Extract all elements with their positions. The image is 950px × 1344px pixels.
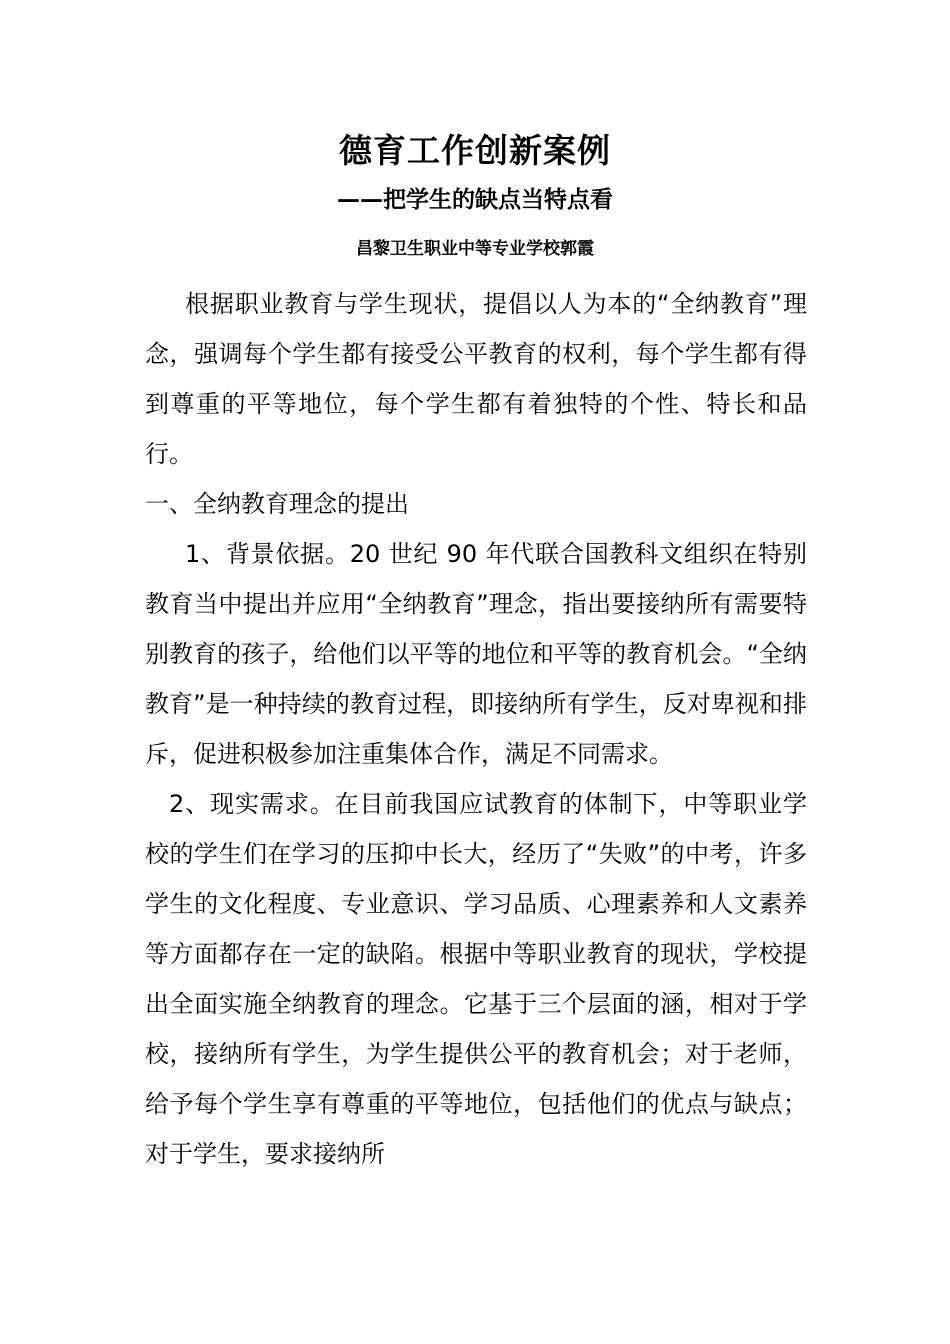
section-heading: 一、全纳教育理念的提出	[145, 490, 409, 518]
intro-paragraph: 根据职业教育与学生现状，提倡以人为本的“全纳教育”理念，强调每个学生都有接受公平教育的权利，每个学生都有得到尊重的平等地位，每个学生都有着独特的个性、特长和品行。	[145, 290, 807, 468]
document-author: 昌黎卫生职业中等专业学校郭霞	[356, 239, 594, 259]
document-title: 德育工作创新案例	[339, 131, 611, 170]
document-subtitle: ——把学生的缺点当特点看	[337, 187, 613, 213]
background-paragraph: 1、背景依据。20 世纪 90 年代联合国教科文组织在特别教育当中提出并应用“全纳教育”理念，指出要接纳所有需要特别教育的孩子，给他们以平等的地位和平等的教育机会。“全纳教育”是一种持续的教育过程，即接纳所有学生，反对卑视和排斥，促进积极参加注重集体合作，满足不同需求。	[145, 540, 807, 768]
reality-paragraph: 2、现实需求。在目前我国应试教育的体制下，中等职业学校的学生们在学习的压抑中长大，经历了“失败”的中考，许多学生的文化程度、专业意识、学习品质、心理素养和人文素养等方面都存在一定的缺陷。根据中等职业教育的现状，学校提出全面实施全纳教育的理念。它基于三个层面的涵，相对于学校，接纳所有学生，为学生提供公平的教育机会；对于老师，给予每个学生享有尊重的平等地位，包括他们的优点与缺点；对于学生，要求接纳所	[145, 790, 807, 1168]
document-body	[145, 279, 807, 1179]
